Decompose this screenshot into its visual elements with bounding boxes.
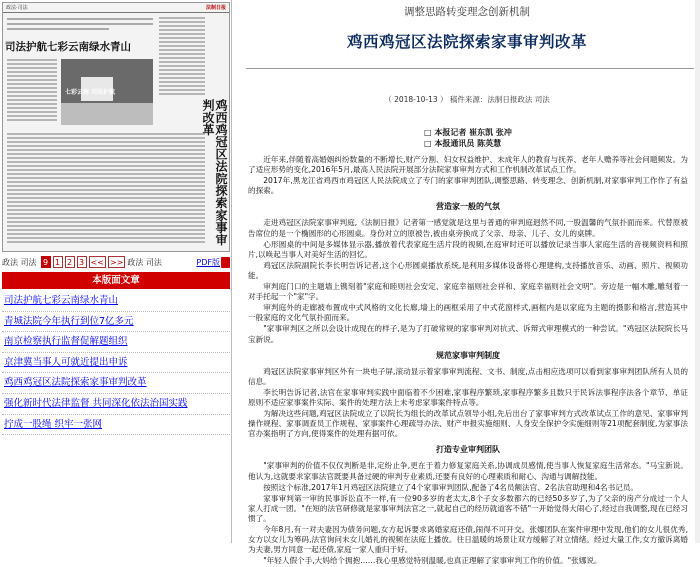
toc-title: 本版面文章 (2, 272, 230, 289)
pdf-label: PDF版 (196, 257, 220, 267)
paragraph: 今年8月,有一对夫妻因为债务问题,女方起诉要求离婚家庭还债,闹得不可开交。张娜团队在案件审理中发现,他们的女儿很优秀,女方以女儿为筹码,法官询问未女儿婚礼的视频在法庭上播放。往日温暖的场景让双方缓解了对立情绪。经过大量工作,女方撤诉离婚为夫妻,男方同意一起还债,家庭一家人重归于好。 (248, 525, 688, 555)
prev-page-button[interactable]: << (90, 258, 104, 267)
paper-banner-headline: 司法护航七彩云南绿水青山 (5, 41, 131, 53)
article-panel (234, 0, 700, 566)
page-navigation (2, 254, 230, 270)
toc-item[interactable]: 青城法院今年执行到位7亿多元 (2, 312, 230, 333)
paragraph: 为解决这些问题,鸡冠区法院成立了以院长为组长的改革试点领导小组,先后出台了家事审判方式改革试点工作的意见、家事审判操作规程、家事调查员工作规程、家事案件心理疏导办法、财产申报实施细则、人身安全保护令实施细则等21项配套制度,为家事法官办案指明了方向,使得案件的处理有据可依。 (248, 409, 688, 439)
paper-column-lines (7, 133, 205, 245)
paragraph: 鸡冠区法院家事审判区外有一块电子屏,滚动显示着家事审判流程、文书、制度,点击相应选项可以看到家事审判团队所有人员的信息。 (248, 366, 688, 386)
page-link[interactable]: 1 (53, 256, 63, 268)
toc-item[interactable]: 鸡西鸡冠区法院探索家事审判改革 (2, 373, 230, 394)
article-body (248, 155, 688, 567)
toc-list (2, 291, 230, 435)
paragraph: "家事审判的价值不仅仅判断是非,定纷止争,更在于着力修复家庭关系,协调成员感情,使当事人恢复家庭生活常态。"马宝新说。他认为,这就要求家事法官既要具备过硬的审判专业素质,还要有良好的心理素质和耐心、沟通与调解技能。 (248, 461, 688, 481)
page-link[interactable]: 3 (77, 256, 87, 268)
toc-item[interactable]: 南京检察执行监督促解题组织 (2, 332, 230, 353)
next-page-button[interactable]: >> (109, 258, 124, 267)
paper-photo-caption: 七彩云南 司法护航 (65, 89, 116, 96)
paper-column-lines (159, 17, 205, 97)
author-line: □ 本报记者 崔东凯 张冲 (424, 128, 512, 137)
paragraph: 鸡冠区法院副院长李长明告诉记者,这个心形圆桌播放系统,是利用多媒体设备将心理建构,支持播放音乐、动画、照片、视频功能。 (248, 260, 688, 280)
pdf-icon (221, 257, 230, 268)
paper-column-lines (7, 59, 57, 123)
paper-header (3, 3, 229, 13)
author-line: □ 本报通讯员 陈英慧 (424, 139, 502, 148)
article-authors (424, 127, 512, 149)
paper-photo (61, 59, 153, 125)
paragraph: 李长明告诉记者,法官在家事审判实践中面临着不少困难,家事程序繁琐,家事程序繁多且数只于民诉法事程序法各个章节、单证原则不适应家事案件实际、案件的处理方法上未考虑家事案件特点等。 (248, 387, 688, 407)
paragraph: 审判庭外的走廊被布置成中式风格的文化长廊,墙上的画框采用了中式花窗样式,画框内是以家庭为主题的摄影和格言,营造其中一般家庭的文化气氛扑面而来。 (248, 303, 688, 323)
toc-item[interactable]: 强化新时代法律监督 共同深化依法治国实践 (2, 394, 230, 415)
section-subhead: 规范家事审判制度 (436, 350, 500, 360)
article-meta: （ 2018-10-13 ） 稿件来源：法制日报政法 司法 (384, 95, 550, 104)
section-subhead: 营造家一般的气氛 (436, 202, 500, 212)
article-kicker: 调整思路转变理念创新机制 (404, 6, 530, 18)
paragraph: "家事审判区之所以会设计成现在的样子,是为了打破常规的家事审判对抗式、诉辩式审理模式的一种尝试。"鸡冠区法院院长马宝新说。 (248, 324, 688, 344)
pager-section-2: 政法 司法 (127, 257, 162, 267)
scrollbar[interactable] (695, 0, 700, 543)
page-link[interactable]: 2 (65, 256, 75, 268)
page-link-current[interactable]: 9 (41, 256, 51, 268)
paragraph: "年轻人假个手,大妈给个拥抱……我心里感觉特别温暖,也真正理解了家事审判工作的价值。"张娜说。 (263, 556, 602, 566)
pdf-download-link[interactable] (196, 257, 230, 268)
left-panel (0, 0, 232, 543)
paragraph: 按照这个标准,2017年1月鸡冠区法院建立了4个家事审判团队,配备了4名员额法官、2名法官助理和4名书记员。 (263, 482, 639, 492)
toc-item[interactable]: 拧成一股绳 织牢一张网 (2, 415, 230, 436)
divider (246, 68, 694, 69)
paragraph: 家事审判第一审的民事诉讼直不一样,有一位90多岁的老太太,8个子女多数都六的已经50多岁了,为了父亲的房产分成过一个人家人打成一团。"在短的法官研修就是家事审判法官之一,就起自己的经历就道客不错"一开始觉得大闹心了,经过自我调整,现在已经习惯了。 (248, 493, 688, 523)
paper-section: 政法·司法 (6, 5, 28, 11)
paper-masthead: 法制日报 (205, 5, 226, 11)
paragraph: 近年来,伴随着高婚姻纠纷数量的不断增长,财产分割、妇女权益维护、未成年人的教育与抚养、老年人赡养等社会问题频发。为了适应形势的变化,2016年5月,最高人民法院开展部分法院家事审判方式和工作机制改革试点工作。 (248, 155, 688, 175)
paragraph: 审判庭门口的主题墙上镌刻着"家庭和睦则社会安定、家庭幸福则社会祥和、家庭幸福则社会文明"。旁边是一幅木雕,雕刻着一对手托起一个"家"字。 (248, 282, 688, 302)
paper-vertical-headline: 鸡西鸡冠区法院探索家事审判改革 (201, 99, 228, 246)
paragraph: 走进鸡冠区法院家事审判庭,《法制日报》记者第一感觉就是这里与普通的审判庭迥然不同,一股温馨的气氛扑面而来。代替原被告席位的是一个椭圆形的心形圆桌。身份对立的原被告,被由桌旁换成了父亲、母亲、儿子、女儿的桌牌。 (248, 218, 688, 238)
paragraph: 心形圆桌的中间是多媒体显示器,播放着代表家庭生活片段的视频,在庭审时还可以播放记录当事人家庭生活的音视频资料和照片,以唤起当事人对美好生活的回忆。 (248, 239, 688, 259)
toc-item[interactable]: 司法护航七彩云南绿水青山 (2, 291, 230, 312)
article-headline: 鸡西鸡冠区法院探索家事审判改革 (346, 32, 587, 51)
newspaper-page-thumbnail[interactable] (2, 2, 230, 252)
paper-kicker-lines (7, 18, 153, 32)
toc-item[interactable]: 京津冀当事人可就近提出申诉 (2, 353, 230, 374)
pager-section: 政法 司法 (2, 257, 37, 267)
paragraph: 2017年,黑龙江省鸡西市鸡冠区人民法院成立了专门的家事审判团队,调整思路、转变理念、创新机制,对家事审判工作作了有益的探索。 (248, 176, 688, 196)
section-subhead: 打造专业审判团队 (436, 445, 500, 455)
